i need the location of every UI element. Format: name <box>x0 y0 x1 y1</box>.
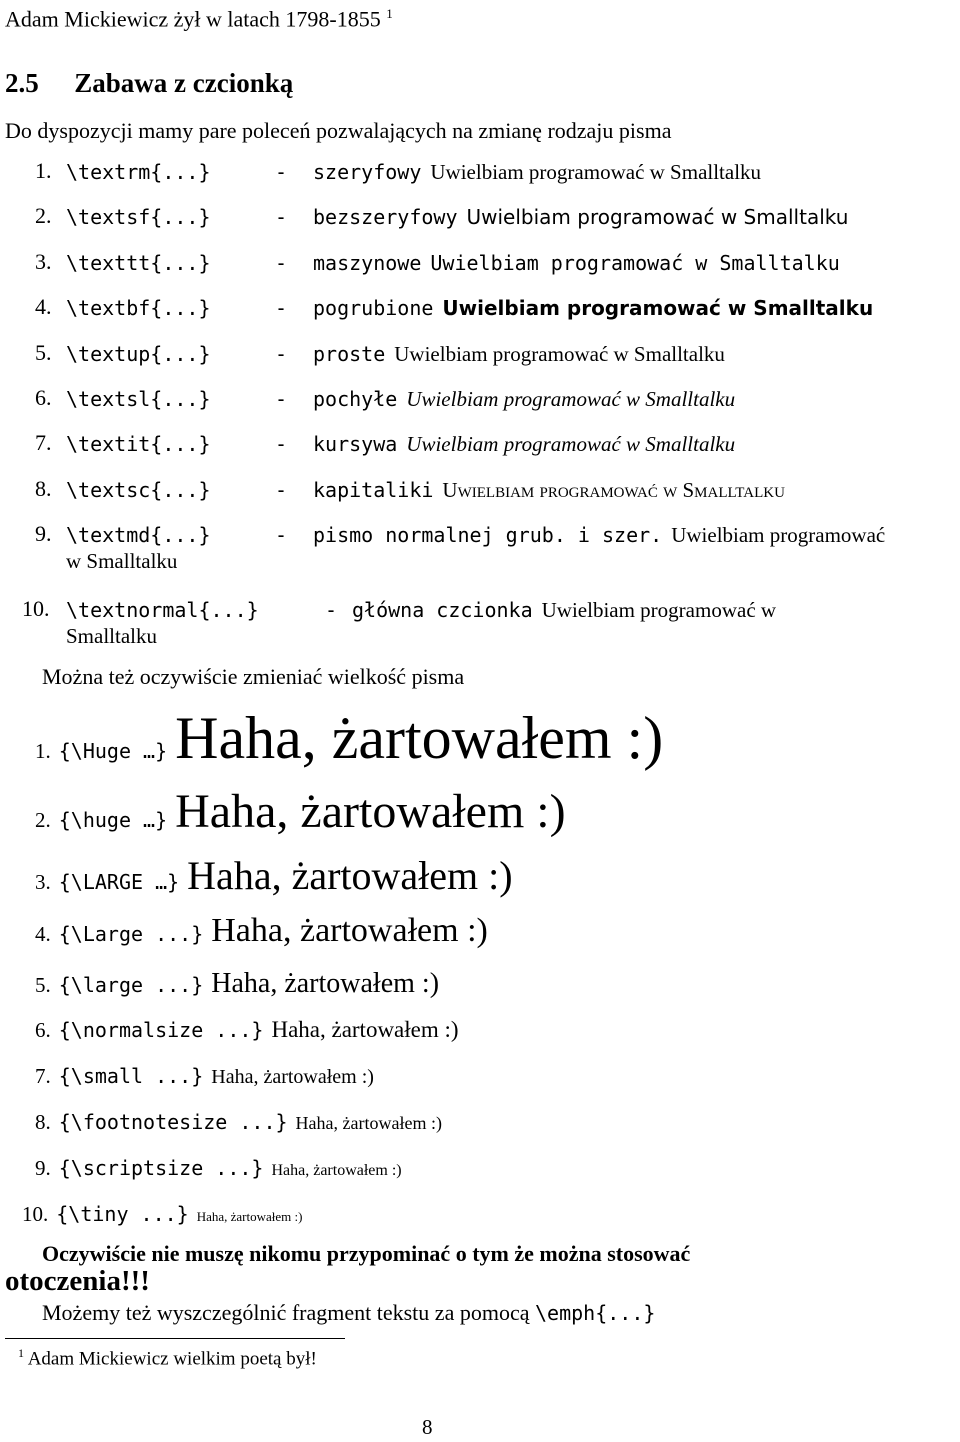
intro-sentence-text: Adam Mickiewicz żył w latach 1798-1855 <box>5 6 381 32</box>
size-item-command: {\tiny ...} <box>56 1202 189 1226</box>
font-item-sample: Uwielbiam programować w Smalltalku <box>442 296 874 320</box>
size-item <box>35 852 513 898</box>
font-item-description-text: pismo normalnej grub. i szer. <box>313 523 663 547</box>
size-item-command: {\scriptsize ...} <box>58 1156 264 1180</box>
emph-paragraph-text: Możemy też wyszczególnić fragment tekstu za pomocą <box>42 1300 530 1325</box>
font-item-command: \textsl{...} <box>66 387 211 411</box>
size-item-number: 3. <box>35 870 51 894</box>
font-item-description <box>352 598 776 623</box>
section-heading <box>5 68 293 99</box>
font-item-description <box>313 342 725 367</box>
size-item-number: 2. <box>35 808 51 832</box>
size-item-number: 5. <box>35 973 51 997</box>
size-item-command: {\normalsize ...} <box>58 1018 264 1042</box>
size-item-command: {\huge …} <box>58 808 168 832</box>
size-item-number: 1. <box>35 739 51 763</box>
font-item-dash: - <box>275 296 288 320</box>
font-item-sample-continued: Smalltalku <box>66 624 157 648</box>
font-item-number: 7. <box>35 430 52 455</box>
size-item <box>35 1064 374 1090</box>
font-item-dash: - <box>275 387 288 411</box>
size-item-sample: Haha, żartowałem :) <box>175 705 664 771</box>
font-item-number: 2. <box>35 203 52 228</box>
size-item <box>35 704 663 770</box>
font-item-description <box>313 160 761 185</box>
font-item-description-text: maszynowe <box>313 251 422 275</box>
font-item-command: \texttt{...} <box>66 251 211 275</box>
size-item-command: {\large ...} <box>58 973 204 997</box>
font-item-sample: Uwielbiam programować w <box>541 598 777 622</box>
size-item <box>35 968 439 1002</box>
font-item-number: 4. <box>35 294 52 319</box>
font-item-description-text: szeryfowy <box>313 160 422 184</box>
font-item-description-text: proste <box>313 342 386 366</box>
emph-command: \emph{...} <box>534 1301 656 1325</box>
font-item-dash: - <box>325 598 338 622</box>
size-item <box>35 912 488 952</box>
font-item-description-text: kapitaliki <box>313 478 434 502</box>
size-item <box>35 1017 459 1046</box>
font-item-command: \textsf{...} <box>66 205 211 229</box>
font-item-command: \textsc{...} <box>66 478 211 502</box>
size-item-sample: Haha, żartowałem :) <box>271 1017 459 1042</box>
size-item-command: {\small ...} <box>58 1064 204 1088</box>
size-item-number: 4. <box>35 922 51 946</box>
font-item-command: \textbf{...} <box>66 296 211 320</box>
font-item-sample: Uwielbiam programować w Smalltalku <box>406 432 736 456</box>
font-item-dash: - <box>275 251 288 275</box>
font-item-command: \textrm{...} <box>66 160 211 184</box>
font-item-sample: Uwielbiam programować w Smalltalku <box>430 160 762 184</box>
font-item-description-text: bezszeryfowy <box>313 205 458 229</box>
font-item-description-text: pogrubione <box>313 296 434 320</box>
footnote-divider <box>5 1338 345 1339</box>
size-item-number: 6. <box>35 1018 51 1042</box>
font-intro-paragraph: Do dyspozycji mamy pare poleceń pozwalających na zmianę rodzaju pisma <box>5 118 672 143</box>
size-item-sample: Haha, żartowałem :) <box>211 1066 374 1088</box>
font-item-sample: Uwielbiam programować w Smalltalku <box>406 387 736 411</box>
size-item-number: 7. <box>35 1064 51 1088</box>
emph-paragraph <box>42 1300 655 1326</box>
font-item-sample: Uwielbiam programować w Smalltalku <box>466 205 849 229</box>
font-item-description <box>313 205 848 229</box>
font-item-description <box>313 432 735 457</box>
font-item-sample: Uwielbiam programować w Smalltalku <box>442 478 785 502</box>
font-item-sample-continued: w Smalltalku <box>66 549 178 573</box>
font-item-number: 3. <box>35 249 52 274</box>
footnote <box>18 1346 317 1370</box>
size-item-sample: Haha, żartowałem :) <box>187 853 513 898</box>
font-item-command: \textmd{...} <box>66 523 211 547</box>
size-item-sample: Haha, żartowałem :) <box>175 785 566 838</box>
size-item-sample: Haha, żartowałem :) <box>271 1162 402 1179</box>
environment-note-line-2: otoczenia!!! <box>5 1265 150 1297</box>
font-item-command: \textit{...} <box>66 432 211 456</box>
font-item-description <box>313 523 885 548</box>
font-item-number: 6. <box>35 385 52 410</box>
size-item <box>35 1110 442 1134</box>
size-item-number: 10. <box>22 1202 49 1226</box>
size-item-number: 8. <box>35 1110 51 1134</box>
font-item-command: \textnormal{...} <box>66 598 259 622</box>
size-item-sample: Haha, żartowałem :) <box>196 1209 303 1224</box>
size-item-command: {\LARGE …} <box>58 870 180 894</box>
font-item-command: \textup{...} <box>66 342 211 366</box>
font-item-dash: - <box>275 342 288 366</box>
size-item-number: 9. <box>35 1156 51 1180</box>
font-item-sample: Uwielbiam programować <box>671 523 886 547</box>
font-item-dash: - <box>275 432 288 456</box>
page-number: 8 <box>422 1415 433 1439</box>
footnote-mark: 1 <box>386 6 393 21</box>
font-item-description <box>313 251 840 275</box>
font-item-number: 5. <box>35 340 52 365</box>
section-title: Zabawa z czcionką <box>74 68 294 98</box>
font-item-number: 1. <box>35 158 52 183</box>
footnote-text: Adam Mickiewicz wielkim poetą był! <box>27 1348 317 1370</box>
font-item-sample: Uwielbiam programować w Smalltalku <box>430 251 840 275</box>
environment-note-line-1: Oczywiście nie muszę nikomu przypominać o tym że można stosować <box>42 1241 691 1266</box>
footnote-number: 1 <box>18 1346 24 1360</box>
font-item-description <box>313 387 735 412</box>
size-item-sample: Haha, żartowałem :) <box>211 968 440 999</box>
size-item-command: {\Huge …} <box>58 739 168 763</box>
font-item-number: 9. <box>35 521 52 546</box>
size-item-sample: Haha, żartowałem :) <box>211 912 488 949</box>
font-item-number: 8. <box>35 476 52 501</box>
intro-sentence <box>5 6 393 32</box>
font-item-description <box>313 296 873 320</box>
font-item-dash: - <box>275 523 288 547</box>
font-item-number: 10. <box>22 596 50 621</box>
font-item-sample: Uwielbiam programować w Smalltalku <box>394 342 725 366</box>
size-item-command: {\Large ...} <box>58 922 204 946</box>
font-item-dash: - <box>275 160 288 184</box>
size-item <box>35 784 566 838</box>
font-item-description-text: główna czcionka <box>352 598 533 622</box>
font-item-description-text: pochyłe <box>313 387 398 411</box>
font-item-description-text: kursywa <box>313 432 398 456</box>
section-number: 2.5 <box>5 68 39 98</box>
size-item <box>35 1156 402 1178</box>
size-item-sample: Haha, żartowałem :) <box>295 1113 442 1133</box>
font-item-dash: - <box>275 205 288 229</box>
font-item-dash: - <box>275 478 288 502</box>
size-item-command: {\footnotesize ...} <box>58 1110 288 1134</box>
sizes-intro-paragraph: Można też oczywiście zmieniać wielkość pisma <box>42 664 465 689</box>
size-item <box>22 1202 303 1226</box>
font-item-description <box>313 478 785 503</box>
